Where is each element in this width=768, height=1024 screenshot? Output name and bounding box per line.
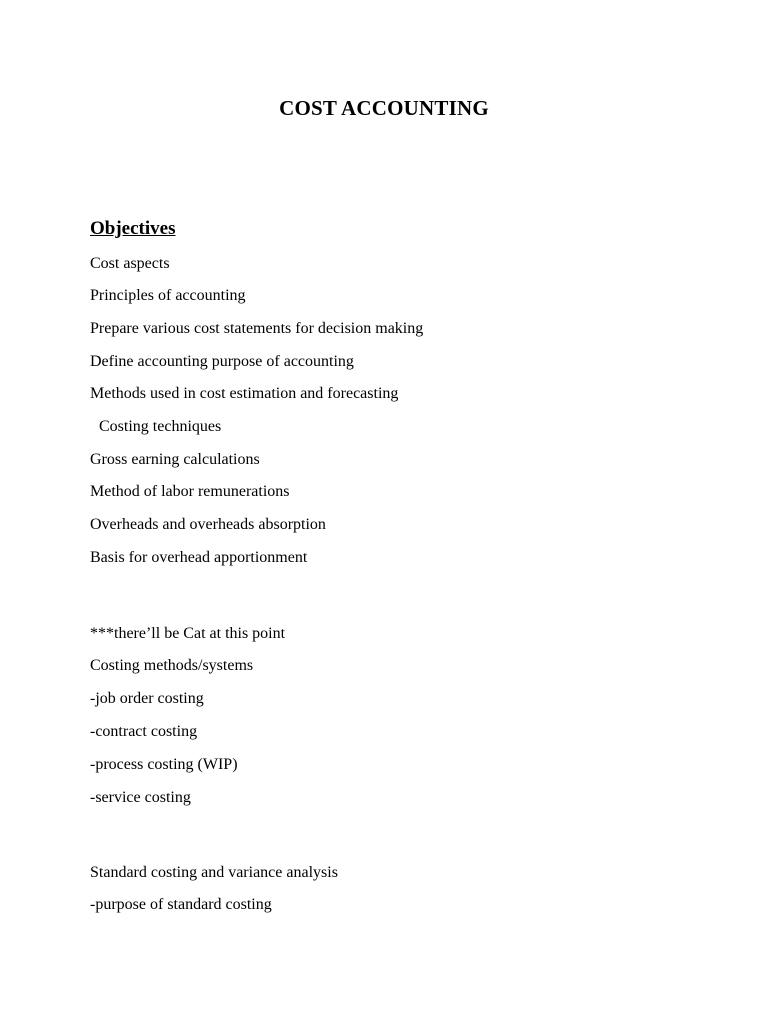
- costing-method-item: -service costing: [90, 789, 191, 806]
- objective-item: Prepare various cost statements for decision making: [90, 320, 424, 337]
- standard-costing-heading: Standard costing and variance analysis: [90, 864, 338, 881]
- costing-methods-heading: Costing methods/systems: [90, 657, 254, 674]
- objective-item: Basis for overhead apportionment: [90, 549, 308, 566]
- objective-item: Define accounting purpose of accounting: [90, 353, 354, 370]
- objective-item: Principles of accounting: [90, 287, 246, 304]
- objective-item: Methods used in cost estimation and forecasting: [90, 385, 399, 402]
- standard-costing-item: -purpose of standard costing: [90, 896, 272, 913]
- costing-method-item: -contract costing: [90, 723, 198, 740]
- objective-item: Cost aspects: [90, 255, 170, 272]
- objective-item: Method of labor remunerations: [90, 483, 290, 500]
- objective-item: Costing techniques: [99, 418, 222, 435]
- objective-item: Gross earning calculations: [90, 451, 260, 468]
- objective-item: Overheads and overheads absorption: [90, 516, 326, 533]
- cat-note: ***there’ll be Cat at this point: [90, 625, 286, 642]
- objectives-heading: Objectives: [90, 218, 176, 239]
- costing-method-item: -process costing (WIP): [90, 756, 238, 773]
- document-title: COST ACCOUNTING: [279, 96, 489, 120]
- costing-method-item: -job order costing: [90, 690, 204, 707]
